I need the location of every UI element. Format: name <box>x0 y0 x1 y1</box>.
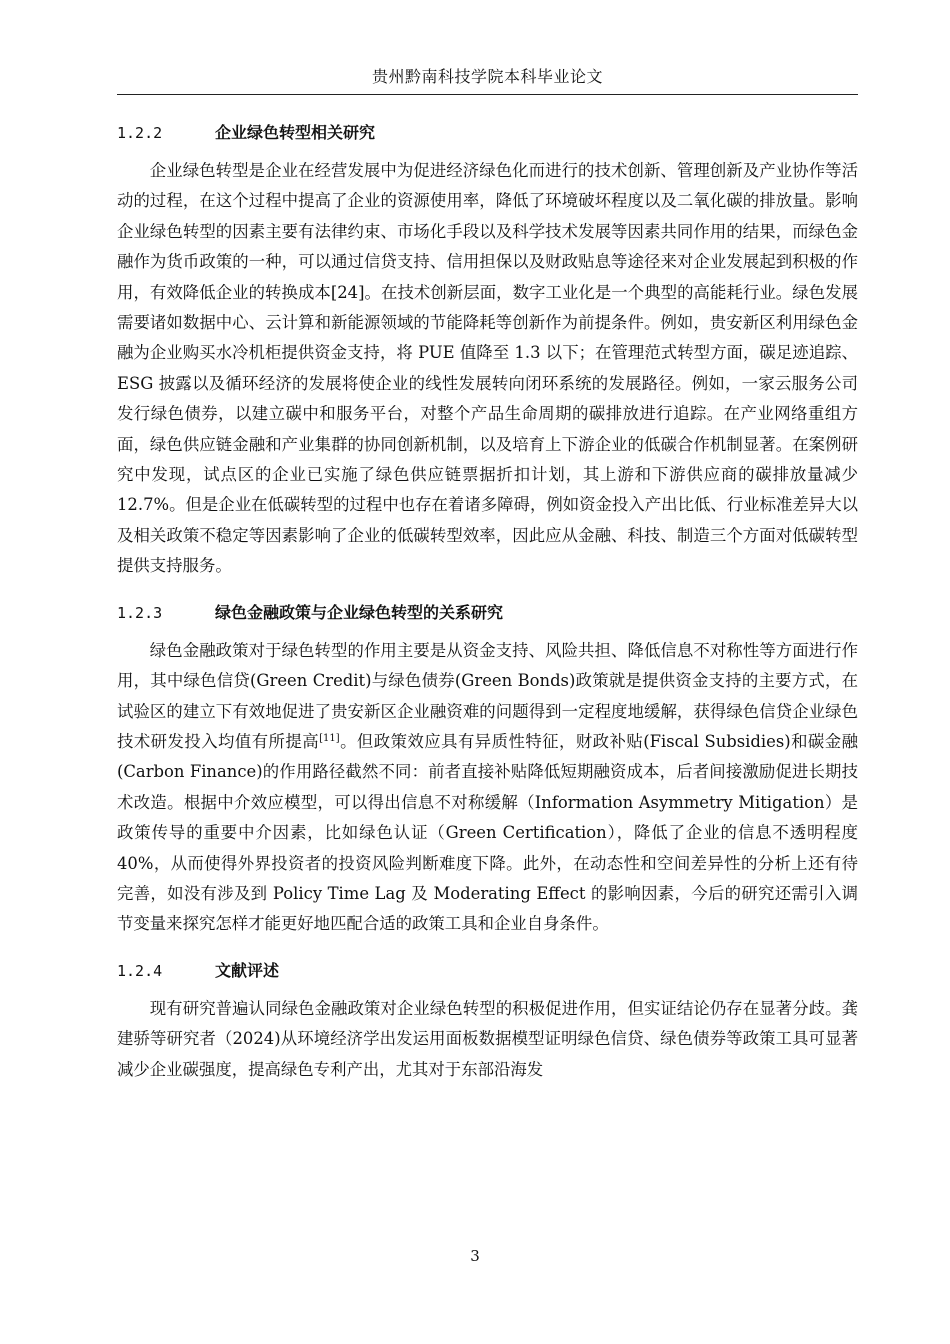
section-number: 1.2.3 <box>117 603 163 622</box>
paragraph: 企业绿色转型是企业在经营发展中为促进经济绿色化而进行的技术创新、管理创新及产业协作等活动的过程，在这个过程中提高了企业的资源使用率，降低了环境破坏程度以及二氧化碳的排放量。影响企业绿色转型的因素主要有法律约束、市场化手段以及科学技术发展等因素共同作用的结果，而绿色金融作为货币政策的一种，可以通过信贷支持、信用担保以及财政贴息等途径来对企业发展起到积极的作用，有效降低企业的转换成本[24]。在技术创新层面，数字工业化是一个典型的高能耗行业。绿色发展需要诸如数据中心、云计算和新能源领域的节能降耗等创新作为前提条件。例如，贵安新区利用绿色金融为企业购买水冷机柜提供资金支持，将 PUE 值降至 1.3 以下；在管理范式转型方面，碳足迹追踪、ESG 披露以及循环经济的发展将使企业的线性发展转向闭环系统的发展路径。例如，一家云服务公司发行绿色债券，以建立碳中和服务平台，对整个产品生命周期的碳排放进行追踪。在产业网络重组方面，绿色供应链金融和产业集群的协同创新机制，以及培育上下游企业的低碳合作机制显著。在案例研究中发现，试点区的企业已实施了绿色供应链票据折扣计划，其上游和下游供应商的碳排放量减少 12.7%。但是企业在低碳转型的过程中也存在着诸多障碍，例如资金投入产出比低、行业标准差异大以及相关政策不稳定等因素影响了企业的低碳转型效率，因此应从金融、科技、制造三个方面对低碳转型提供支持服务。 <box>117 161 858 576</box>
header-rule <box>117 94 858 95</box>
section-title: 企业绿色转型相关研究 <box>215 123 376 142</box>
paragraph-text: 绿色金融政策对于绿色转型的作用主要是从资金支持、风险共担、降低信息不对称性等方面进行作用，其中绿色信贷(Green Credit)与绿色债券(Green Bonds)政策就是提供资金支持的主要方式，在试验区的建立下有效地促进了贵安新区企业融资难的问题得到一定程度地缓解，获得绿色信贷企业绿色技术研发投入均值有所提高 <box>117 640 858 751</box>
section-heading-1-2-4 <box>117 956 858 986</box>
paragraph-text: 。但政策效应具有异质性特征，财政补贴(Fiscal Subsidies)和碳金融(Carbon Finance)的作用路径截然不同：前者直接补贴降低短期融资成本，后者间接激励促进长期技术改造。根据中介效应模型，可以得出信息不对称缓解（Information Asymmetry Mitigation）是政策传导的重要中介因素，比如绿色认证（Green Certification），降低了企业的信息不透明程度 40%，从而使得外界投资者的投资风险判断难度下降。此外，在动态性和空间差异性的分析上还有待完善，如没有涉及到 Policy Time Lag 及 Moderating Effect 的影响因素，今后的研究还需引入调节变量来探究怎样才能更好地匹配合适的政策工具和企业自身条件。 <box>117 731 859 934</box>
section-title: 文献评述 <box>215 960 280 980</box>
section-heading-1-2-3 <box>117 598 858 628</box>
section-number: 1.2.2 <box>117 124 163 142</box>
paragraph: 现有研究普遍认同绿色金融政策对企业绿色转型的积极促进作用，但实证结论仍存在显著分歧。龚建骄等研究者（2024)从环境经济学出发运用面板数据模型证明绿色信贷、绿色债券等政策工具可显著减少企业碳强度，提高绿色专利产出，尤其对于东部沿海发 <box>117 998 858 1079</box>
page-number: 3 <box>470 1247 480 1265</box>
section-number: 1.2.4 <box>117 961 163 980</box>
citation-marker: [11] <box>319 732 340 744</box>
page-body <box>117 118 858 1085</box>
paragraph <box>117 636 858 940</box>
section-title: 绿色金融政策与企业绿色转型的关系研究 <box>215 602 504 622</box>
section-heading-1-2-2 <box>117 118 858 148</box>
running-header: 贵州黔南科技学院本科毕业论文 <box>371 67 603 86</box>
